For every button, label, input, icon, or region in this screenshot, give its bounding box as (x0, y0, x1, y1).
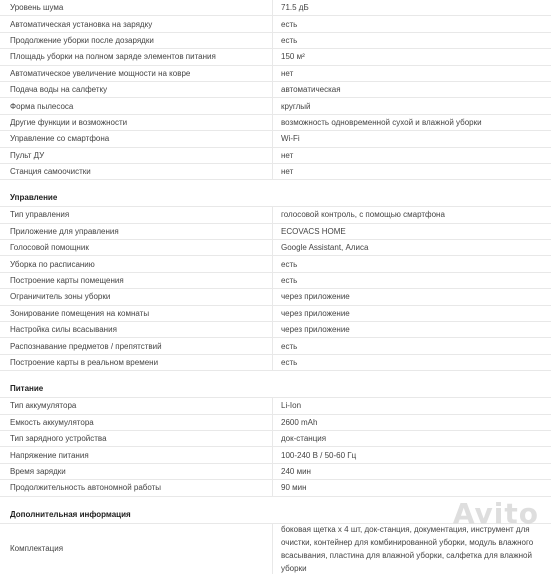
spec-row (0, 355, 551, 371)
avito-watermark-logo: Avito (452, 497, 539, 530)
spec-label: Голосовой помощник (10, 243, 89, 253)
power-specs (0, 398, 551, 496)
spec-row (0, 322, 551, 338)
spec-row (0, 398, 551, 414)
spec-value: нет (281, 150, 294, 160)
spec-row (0, 131, 551, 147)
spec-value: через приложение (281, 292, 350, 302)
spec-value: через приложение (281, 325, 350, 335)
spec-row (0, 524, 551, 574)
spec-label: Управление со смартфона (10, 134, 110, 144)
spec-label: Форма пылесоса (10, 101, 74, 111)
control-specs (0, 207, 551, 371)
spec-row (0, 66, 551, 82)
spec-row (0, 148, 551, 164)
spec-label: Тип зарядного устройства (10, 434, 107, 444)
spec-label: Зонирование помещения на комнаты (10, 308, 150, 318)
spec-row (0, 240, 551, 256)
general-specs (0, 0, 551, 180)
spec-label: Ограничитель зоны уборки (10, 292, 111, 302)
spec-row (0, 273, 551, 289)
spec-label: Настройка силы всасывания (10, 325, 117, 335)
spec-label: Уровень шума (10, 3, 64, 13)
spec-label: Площадь уборки на полном заряде элементов питания (10, 52, 216, 62)
spec-value: 90 мин (281, 483, 307, 493)
spec-row (0, 431, 551, 447)
spec-value: 71.5 дБ (281, 3, 309, 13)
spec-label: Комплектация (10, 544, 64, 554)
spec-label: Продолжение уборки после дозарядки (10, 35, 154, 45)
spec-label: Автоматическое увеличение мощности на ковре (10, 68, 191, 78)
spec-row (0, 480, 551, 496)
spec-row (0, 0, 551, 16)
spec-row (0, 98, 551, 114)
spec-row (0, 164, 551, 180)
spec-row (0, 82, 551, 98)
spec-label: Время зарядки (10, 466, 66, 476)
spec-row (0, 256, 551, 272)
spec-label: Построение карты в реальном времени (10, 358, 159, 367)
spec-value: возможность одновременной сухой и влажной уборки (281, 117, 482, 127)
spec-label: Построение карты помещения (10, 276, 124, 286)
section-title-control: Управление (0, 180, 551, 207)
spec-value: есть (281, 276, 298, 286)
spec-value: 2600 mAh (281, 417, 318, 427)
spec-value: есть (281, 358, 298, 367)
spec-label: Емкость аккумулятора (10, 417, 94, 427)
spec-label: Автоматическая установка на зарядку (10, 19, 153, 29)
spec-value: 150 м² (281, 52, 305, 62)
spec-value: нет (281, 68, 294, 78)
spec-value: есть (281, 19, 298, 29)
spec-row (0, 289, 551, 305)
spec-row (0, 464, 551, 480)
spec-value: 240 мин (281, 466, 311, 476)
spec-label: Распознавание предметов / препятствий (10, 341, 162, 351)
spec-value: есть (281, 341, 298, 351)
spec-label: Тип управления (10, 210, 70, 220)
spec-label: Приложение для управления (10, 226, 119, 236)
spec-value: через приложение (281, 308, 350, 318)
spec-value: голосовой контроль, с помощью смартфона (281, 210, 445, 220)
spec-value: Google Assistant, Алиса (281, 243, 369, 253)
spec-row (0, 447, 551, 463)
spec-label: Уборка по расписанию (10, 259, 95, 269)
spec-value: есть (281, 259, 298, 269)
spec-row (0, 338, 551, 354)
spec-row (0, 33, 551, 49)
spec-label: Подача воды на салфетку (10, 85, 108, 95)
spec-row (0, 306, 551, 322)
spec-row (0, 115, 551, 131)
spec-value: боковая щетка x 4 шт, док-станция, документация, инструмент для очистки, контейнер для комбинированной уборки, модуль влажного всасывания, пластина для влажной уборки, салфетка для влажной уборки (281, 524, 534, 573)
spec-row (0, 16, 551, 32)
spec-value: автоматическая (281, 85, 341, 95)
spec-label: Тип аккумулятора (10, 401, 77, 411)
section-title-power: Питание (0, 371, 551, 398)
spec-value: есть (281, 35, 298, 45)
spec-label: Продолжительность автономной работы (10, 483, 162, 493)
spec-row (0, 49, 551, 65)
spec-value: нет (281, 167, 294, 177)
spec-value: док-станция (281, 434, 327, 444)
spec-value: Wi-Fi (281, 134, 300, 144)
spec-label: Станция самоочистки (10, 167, 91, 177)
spec-value: Li-Ion (281, 401, 302, 411)
spec-value: ECOVACS HOME (281, 226, 346, 236)
section-title-extra: Дополнительная информация (0, 497, 551, 524)
spec-value: круглый (281, 101, 311, 111)
spec-row (0, 207, 551, 223)
spec-label: Пульт ДУ (10, 150, 45, 160)
spec-value: 100-240 В / 50-60 Гц (281, 450, 357, 460)
spec-label: Другие функции и возможности (10, 117, 128, 127)
spec-row (0, 224, 551, 240)
spec-label: Напряжение питания (10, 450, 89, 460)
spec-row (0, 415, 551, 431)
